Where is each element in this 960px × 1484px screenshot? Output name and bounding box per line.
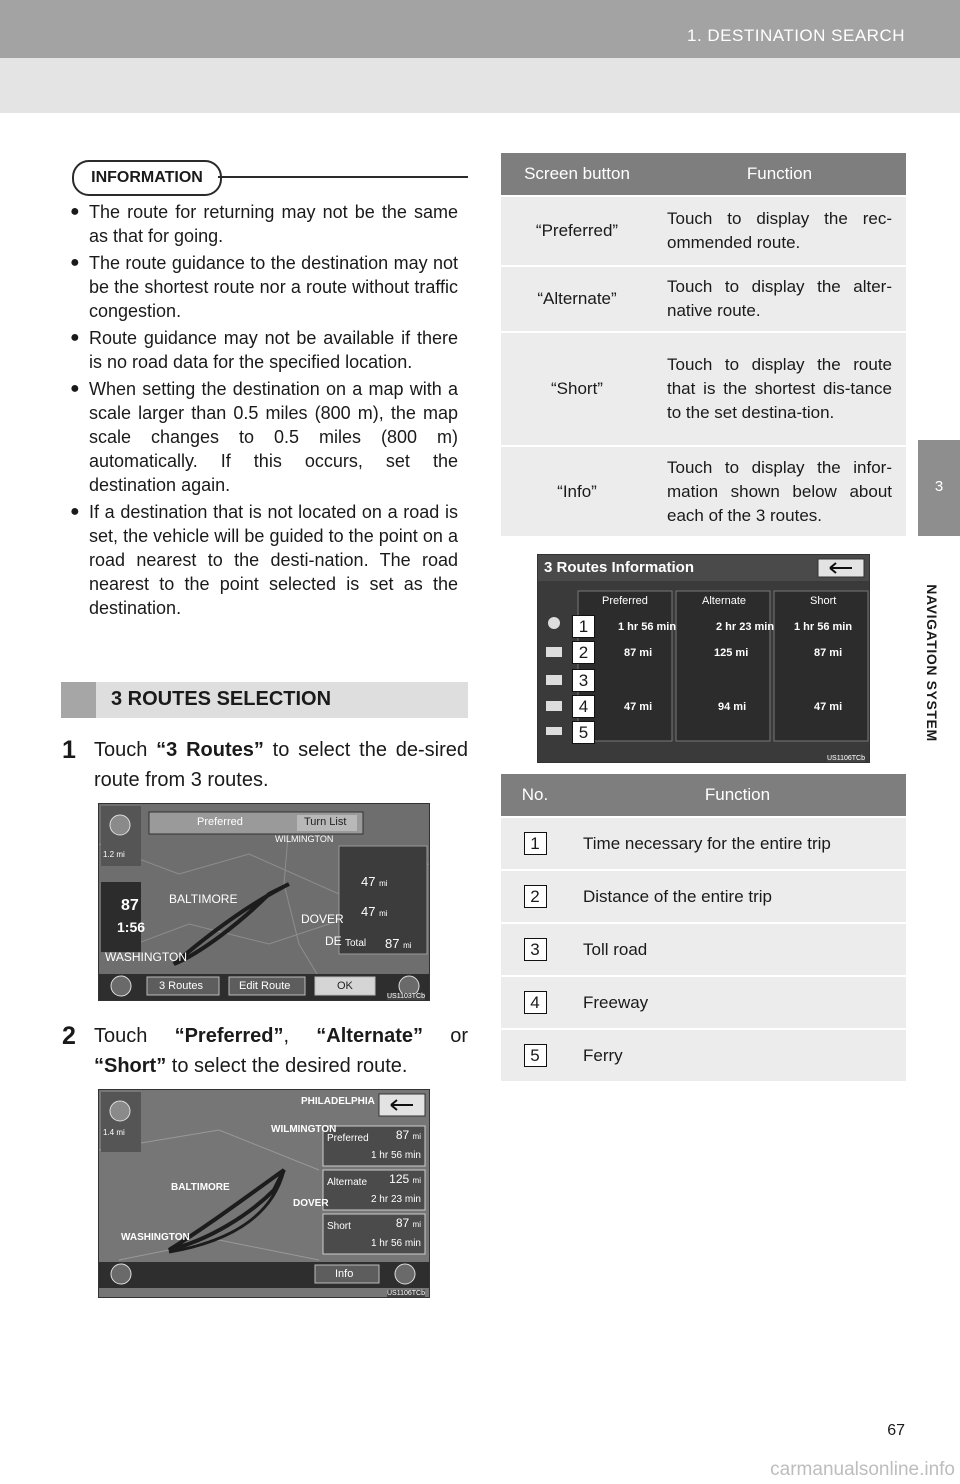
- step-text: [94, 735, 468, 795]
- table-row: [501, 332, 906, 446]
- info-item-text: If a destination that is not located on a road is set, the vehicle will be guided to the point on a road nearest to the desti-nation. The road nearest to the point selected is set as the destination.: [89, 502, 458, 618]
- route-time: 2 hr 23 min: [370, 1194, 421, 1205]
- info-button[interactable]: Info: [335, 1268, 354, 1280]
- info-item: [70, 500, 458, 620]
- number-badge: 1: [524, 832, 547, 855]
- route-name: Short: [327, 1221, 351, 1232]
- table-cell-function: Time necessary for the entire trip: [569, 817, 906, 870]
- table-cell-function: Distance of the entire trip: [569, 870, 906, 923]
- step-text-part: Touch: [94, 1025, 175, 1047]
- info-item-text: The route for returning may not be the same as that for going.: [89, 202, 458, 246]
- bullet-icon: ●: [70, 254, 80, 271]
- three-routes-screen: [98, 1089, 430, 1298]
- table-header-row: [501, 153, 906, 196]
- edit-route-button[interactable]: Edit Route: [239, 980, 291, 992]
- info-item-text: Route guidance may not be available if there is no road data for the specified location.: [89, 328, 458, 372]
- table-header: Screen button: [501, 153, 653, 196]
- map-scale: 1.2 mi: [103, 850, 125, 859]
- table-row: [501, 817, 906, 870]
- table-cell-number: [501, 923, 569, 976]
- table-header: Function: [653, 153, 906, 196]
- route-value: 87 mi: [814, 647, 843, 659]
- route-distance-unit: mi: [412, 1220, 421, 1229]
- city-label: BALTIMORE: [171, 1182, 230, 1193]
- table-row: [501, 1029, 906, 1081]
- city-label: WILMINGTON: [275, 834, 334, 844]
- step-keyword: “Short”: [94, 1055, 167, 1077]
- city-label: WASHINGTON: [105, 950, 188, 964]
- section-heading: [61, 682, 468, 718]
- map-scale: 1.4 mi: [103, 1128, 125, 1137]
- table-row: [501, 976, 906, 1029]
- table-cell-number: [501, 1029, 569, 1081]
- city-label: PHILADELPHIA: [301, 1096, 375, 1107]
- city-label: DOVER: [301, 912, 344, 926]
- step-text-part: ,: [283, 1025, 317, 1047]
- panel-value: [361, 904, 388, 919]
- panel-unit: mi: [403, 941, 412, 950]
- route-distance-unit: mi: [412, 1132, 421, 1141]
- route-value: 47 mi: [624, 701, 653, 713]
- screen-button-table: [501, 153, 906, 536]
- info-item-text: The route guidance to the destination may not be the shortest route nor a route without traffic congestion.: [89, 253, 458, 321]
- row-number-badge: 3: [572, 669, 595, 692]
- panel-unit: mi: [379, 879, 388, 888]
- table-cell-function: Toll road: [569, 923, 906, 976]
- city-label: DE: [325, 934, 342, 948]
- route-value: 94 mi: [718, 701, 747, 713]
- chapter-label: [922, 555, 942, 775]
- route-value: 2 hr 23 min: [716, 621, 775, 633]
- panel-value: [361, 874, 388, 889]
- bullet-icon: ●: [70, 380, 80, 397]
- table-cell-function: Touch to display the route that is the shortest dis-tance to the set destina-tion.: [653, 332, 906, 446]
- route-distance-value: 87: [395, 1128, 410, 1142]
- table-cell-number: [501, 976, 569, 1029]
- step-text-part: to select the de-sired route from 3 routes.: [94, 739, 468, 791]
- step-1: [62, 735, 468, 795]
- step-keyword: “Preferred”: [174, 1025, 284, 1047]
- section-title: 1. DESTINATION SEARCH: [687, 26, 905, 45]
- city-label: BALTIMORE: [169, 892, 238, 906]
- route-short-button[interactable]: [327, 1216, 423, 1249]
- number-badge: 4: [524, 991, 547, 1014]
- bullet-icon: ●: [70, 329, 80, 346]
- number-badge: 2: [524, 885, 547, 908]
- step-keyword: “Alternate”: [316, 1025, 423, 1047]
- route-map-art: [99, 804, 429, 1000]
- step-2: [62, 1021, 468, 1081]
- number-function-table: [501, 774, 906, 1081]
- table-row: [501, 196, 906, 266]
- routes-col-header: Alternate: [702, 595, 747, 607]
- route-alternate-button[interactable]: [327, 1172, 423, 1205]
- table-cell-function: Freeway: [569, 976, 906, 1029]
- city-label: WASHINGTON: [121, 1232, 190, 1243]
- route-distance: [389, 1172, 421, 1186]
- table-cell-number: [501, 870, 569, 923]
- info-item: [70, 326, 458, 374]
- table-cell-button: “Short”: [501, 332, 653, 446]
- panel-unit: mi: [379, 909, 388, 918]
- table-cell-button: “Preferred”: [501, 196, 653, 266]
- route-distance-value: 87: [395, 1216, 410, 1230]
- table-cell-button: “Alternate”: [501, 266, 653, 332]
- table-cell-function: Touch to display the alter-native route.: [653, 266, 906, 332]
- watermark: carmanualsonline.info: [770, 1459, 955, 1480]
- information-list: [70, 200, 458, 623]
- route-preferred-button[interactable]: [327, 1128, 423, 1161]
- route-map-screen: [98, 803, 430, 1001]
- screen-preferred-label: Preferred: [197, 816, 243, 828]
- city-label: WILMINGTON: [271, 1124, 337, 1135]
- info-item: [70, 251, 458, 323]
- route-name: Alternate: [327, 1177, 368, 1188]
- route-distance-unit: mi: [412, 1176, 421, 1185]
- route-name: Preferred: [327, 1133, 369, 1144]
- route-time: 1 hr 56 min: [370, 1150, 421, 1161]
- row-number-badge: 1: [572, 615, 595, 638]
- row-number-badge: 4: [572, 695, 595, 718]
- chapter-label-text: NAVIGATION SYSTEM: [924, 584, 940, 742]
- panel-number: 47: [361, 904, 376, 919]
- step-text-part: Touch: [94, 739, 157, 761]
- row-number-badge: 5: [572, 721, 595, 744]
- table-cell-button: “Info”: [501, 446, 653, 536]
- panel-value: [385, 936, 412, 951]
- table-header: Function: [569, 774, 906, 817]
- chapter-number: 3: [934, 478, 944, 495]
- information-rule: [218, 176, 468, 178]
- route-value: 87 mi: [624, 647, 653, 659]
- step-text-part: or: [422, 1025, 468, 1047]
- routes-col-header: Preferred: [602, 595, 648, 607]
- ok-button[interactable]: OK: [337, 980, 353, 992]
- table-header-row: [501, 774, 906, 817]
- table-cell-function: Touch to display the infor-mation shown below about each of the 3 routes.: [653, 446, 906, 536]
- step-number: 2: [62, 1022, 76, 1050]
- step-text: [94, 1021, 468, 1081]
- page-number: 67: [887, 1422, 905, 1439]
- section-heading-block: [61, 682, 96, 718]
- step-number: 1: [62, 736, 76, 764]
- panel-number: 47: [361, 874, 376, 889]
- info-item-text: When setting the destination on a map with a scale larger than 0.5 miles (800 m), the map scale changes to 0.5 miles (800 m) automatically. If this occurs, set the destination again.: [89, 379, 458, 495]
- bullet-icon: ●: [70, 203, 80, 220]
- image-code: US1106TCb: [386, 1290, 425, 1297]
- table-row: [501, 923, 906, 976]
- header-subband: [0, 58, 960, 113]
- route-value: 1 hr 56 min: [794, 621, 853, 633]
- route-time: 1 hr 56 min: [370, 1238, 421, 1249]
- three-routes-button[interactable]: 3 Routes: [159, 980, 204, 992]
- route-value: 125 mi: [714, 647, 749, 659]
- step-keyword: “3 Routes”: [156, 739, 264, 761]
- image-code: US1103TCb: [386, 993, 425, 1000]
- section-heading-text: 3 ROUTES SELECTION: [111, 688, 332, 710]
- screen-distance: 87: [121, 897, 139, 914]
- table-header: No.: [501, 774, 569, 817]
- table-cell-number: [501, 817, 569, 870]
- step-text-part: to select the desired route.: [166, 1055, 408, 1077]
- image-code: US1106TCb: [826, 755, 865, 762]
- route-distance: [396, 1216, 421, 1230]
- number-badge: 3: [524, 938, 547, 961]
- route-distance: [396, 1128, 421, 1142]
- table-cell-function: Touch to display the rec-ommended route.: [653, 196, 906, 266]
- info-item: [70, 200, 458, 248]
- route-value: 1 hr 56 min: [618, 621, 677, 633]
- route-distance-value: 125: [389, 1172, 410, 1186]
- table-row: [501, 446, 906, 536]
- routes-col-header: Short: [810, 595, 837, 607]
- total-label: Total: [345, 938, 367, 949]
- chapter-tab: [918, 440, 960, 536]
- table-row: [501, 266, 906, 332]
- turn-list-button[interactable]: Turn List: [304, 816, 347, 828]
- routes-information-screen: [537, 554, 870, 763]
- row-number-badge: 2: [572, 641, 595, 664]
- routes-info-title: 3 Routes Information: [544, 559, 695, 576]
- route-value: 47 mi: [814, 701, 843, 713]
- panel-number: 87: [385, 936, 400, 951]
- bullet-icon: ●: [70, 503, 80, 520]
- table-row: [501, 870, 906, 923]
- table-cell-function: Ferry: [569, 1029, 906, 1081]
- number-badge: 5: [524, 1044, 547, 1067]
- city-label: DOVER: [293, 1198, 329, 1209]
- screen-time: 1:56: [117, 919, 146, 935]
- info-item: [70, 377, 458, 497]
- information-tag: INFORMATION: [72, 160, 222, 196]
